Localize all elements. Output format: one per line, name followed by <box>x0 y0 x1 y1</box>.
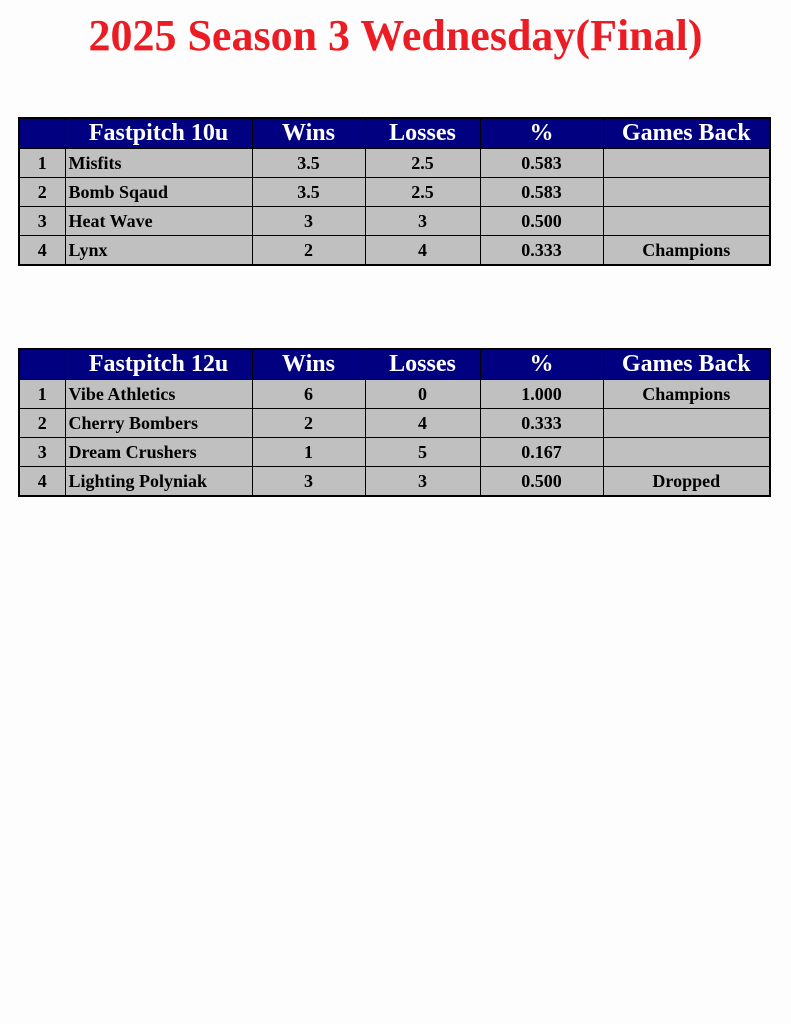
losses-header: Losses <box>365 118 480 149</box>
pct-cell: 0.583 <box>480 149 603 178</box>
team-cell: Misfits <box>65 149 252 178</box>
division-header: Fastpitch 10u <box>65 118 252 149</box>
losses-cell: 4 <box>365 236 480 266</box>
rank-cell: 1 <box>19 149 65 178</box>
team-cell: Dream Crushers <box>65 438 252 467</box>
pct-header: % <box>480 118 603 149</box>
losses-cell: 2.5 <box>365 149 480 178</box>
wins-header: Wins <box>252 349 365 380</box>
page-title: 2025 Season 3 Wednesday(Final) <box>88 11 703 60</box>
wins-cell: 3 <box>252 467 365 497</box>
games-back-cell <box>603 409 770 438</box>
rank-header <box>19 349 65 380</box>
games-back-cell <box>603 178 770 207</box>
team-cell: Vibe Athletics <box>65 380 252 409</box>
table-row <box>19 149 770 178</box>
games-back-cell: Champions <box>603 380 770 409</box>
pct-cell: 0.333 <box>480 409 603 438</box>
table-header-row <box>19 118 770 149</box>
table-row <box>19 178 770 207</box>
pct-cell: 0.500 <box>480 207 603 236</box>
pct-cell: 0.500 <box>480 467 603 497</box>
rank-cell: 4 <box>19 236 65 266</box>
games-back-header: Games Back <box>603 349 770 380</box>
losses-cell: 0 <box>365 380 480 409</box>
division-header: Fastpitch 12u <box>65 349 252 380</box>
wins-cell: 3.5 <box>252 178 365 207</box>
rank-cell: 3 <box>19 207 65 236</box>
rank-header <box>19 118 65 149</box>
losses-cell: 3 <box>365 207 480 236</box>
rank-cell: 2 <box>19 178 65 207</box>
wins-header: Wins <box>252 118 365 149</box>
rank-cell: 4 <box>19 467 65 497</box>
losses-cell: 3 <box>365 467 480 497</box>
table-row <box>19 409 770 438</box>
wins-cell: 6 <box>252 380 365 409</box>
standings-table-10u <box>18 117 771 266</box>
losses-cell: 4 <box>365 409 480 438</box>
table-row <box>19 207 770 236</box>
rank-cell: 1 <box>19 380 65 409</box>
wins-cell: 2 <box>252 236 365 266</box>
pct-cell: 0.333 <box>480 236 603 266</box>
games-back-cell <box>603 207 770 236</box>
table-header-row <box>19 349 770 380</box>
wins-cell: 3.5 <box>252 149 365 178</box>
team-cell: Lighting Polyniak <box>65 467 252 497</box>
team-cell: Heat Wave <box>65 207 252 236</box>
pct-cell: 1.000 <box>480 380 603 409</box>
team-cell: Lynx <box>65 236 252 266</box>
standings-table-12u <box>18 348 771 497</box>
games-back-cell <box>603 438 770 467</box>
wins-cell: 3 <box>252 207 365 236</box>
wins-cell: 2 <box>252 409 365 438</box>
team-cell: Bomb Sqaud <box>65 178 252 207</box>
table-row-champion <box>19 380 770 409</box>
table-row <box>19 438 770 467</box>
team-cell: Cherry Bombers <box>65 409 252 438</box>
table-row-champion <box>19 236 770 266</box>
pct-cell: 0.583 <box>480 178 603 207</box>
pct-header: % <box>480 349 603 380</box>
losses-cell: 2.5 <box>365 178 480 207</box>
table-row-dropped <box>19 467 770 497</box>
rank-cell: 2 <box>19 409 65 438</box>
games-back-cell: Dropped <box>603 467 770 497</box>
rank-cell: 3 <box>19 438 65 467</box>
pct-cell: 0.167 <box>480 438 603 467</box>
wins-cell: 1 <box>252 438 365 467</box>
games-back-cell: Champions <box>603 236 770 266</box>
losses-cell: 5 <box>365 438 480 467</box>
games-back-cell <box>603 149 770 178</box>
games-back-header: Games Back <box>603 118 770 149</box>
losses-header: Losses <box>365 349 480 380</box>
